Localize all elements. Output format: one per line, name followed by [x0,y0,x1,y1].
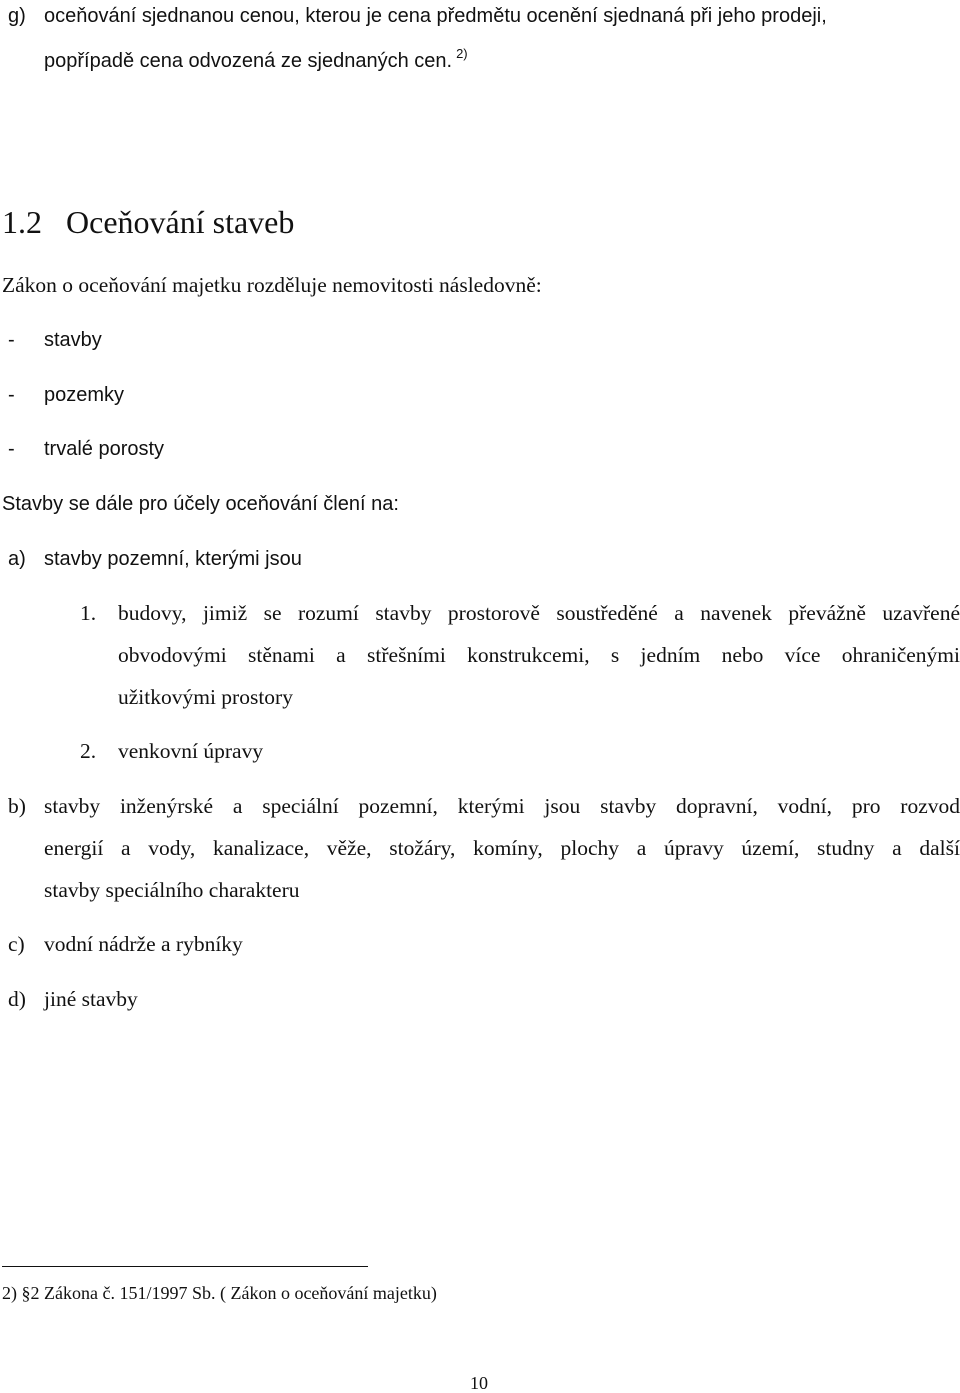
intro-paragraph: Zákon o oceňování majetku rozděluje nemovitosti následovně: [2,273,542,297]
section-title: Oceňování staveb [66,204,295,240]
list-item-text: jiné stavby [44,987,138,1011]
dash-item-text: stavby [44,329,102,351]
dash-item-text: trvalé porosty [44,438,165,460]
footnote-separator [2,1266,368,1267]
numbered-marker: 1. [80,601,97,625]
list-marker: b) [8,794,26,818]
list-marker: c) [8,932,25,956]
numbered-item-text: užitkovými prostory [118,685,293,709]
section-number: 1.2 [2,204,42,240]
list-item-text: energií a vody, kanalizace, věže, stožáry, komíny, plochy a úpravy území, studny a další [44,836,960,860]
list-item-text: stavby pozemní, kterými jsou [44,548,302,570]
list-item-text: oceňování sjednanou cenou, kterou je cena předmětu ocenění sjednaná při jeho prodeji, [44,5,827,27]
list-marker: d) [8,987,26,1011]
list-marker: g) [8,5,26,27]
dash-marker: - [8,384,15,406]
numbered-item-text: budovy, jimiž se rozumí stavby prostorově soustředěné a navenek převážně uzavřené [118,601,960,625]
dash-item-text: pozemky [44,384,125,406]
footnote-reference[interactable]: 2) [456,46,468,61]
page-number: 10 [470,1373,488,1393]
list-item-text: vodní nádrže a rybníky [44,932,243,956]
dash-marker: - [8,329,15,351]
numbered-item-text: venkovní úpravy [118,739,264,763]
list-item-text-end: popřípadě cena odvozená ze sjednaných cen. [44,50,453,72]
footnote: 2) §2 Zákona č. 151/1997 Sb. ( Zákon o oceňování majetku) [2,1283,437,1303]
list-item-text: stavby speciálního charakteru [44,878,300,902]
list-item-text [44,41,468,74]
numbered-item-text: obvodovými stěnami a střešními konstrukcemi, s jedním nebo více ohraničenými [118,643,960,667]
list-item-text: stavby inženýrské a speciální pozemní, kterými jsou stavby dopravní, vodní, pro rozvod [44,794,960,818]
dash-marker: - [8,438,15,460]
subintro-paragraph: Stavby se dále pro účely oceňování člení na: [2,493,399,515]
numbered-marker: 2. [80,739,97,763]
section-heading [2,203,294,241]
list-marker: a) [8,548,26,570]
